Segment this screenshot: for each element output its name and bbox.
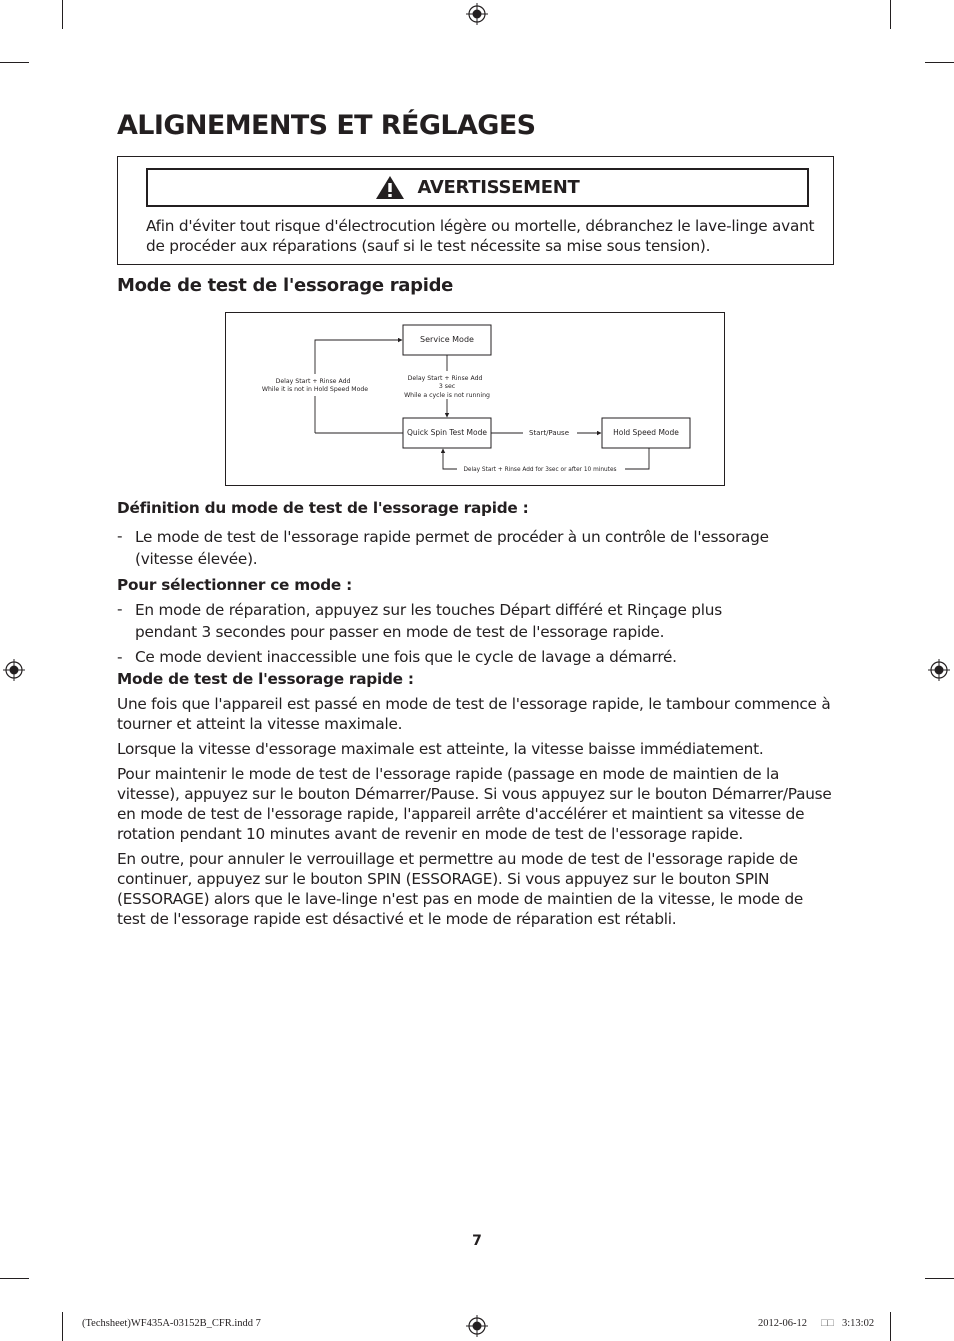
page-number: 7 <box>472 1233 482 1249</box>
quick-spin-flow-diagram <box>225 312 725 486</box>
mode-heading: Mode de test de l'essorage rapide : <box>117 670 414 688</box>
crop-mark <box>62 0 63 29</box>
service-mode-label: Service Mode <box>420 335 474 344</box>
crop-mark <box>890 0 891 29</box>
paragraph: Lorsque la vitesse d'essorage maximale est atteinte, la vitesse baisse immédiatement. <box>117 740 764 758</box>
registration-mark-icon <box>928 659 950 681</box>
crop-mark <box>890 1312 891 1341</box>
definition-item: - Le mode de test de l'essorage rapide permet de procéder à un contrôle de l'essorage (vitesse élevée). <box>117 526 839 570</box>
footer-date: 2012-06-12 <box>758 1318 807 1329</box>
page-title: ALIGNEMENTS ET RÉGLAGES <box>117 110 536 141</box>
warning-label: AVERTISSEMENT <box>417 177 580 198</box>
crop-mark <box>0 1278 29 1279</box>
paragraph: Pour maintenir le mode de test de l'essorage rapide (passage en mode de maintien de la vitesse), appuyez sur le bouton Démarrer/Pause. Si vous appuyez sur le bouton Démarrer/Pause en mode de test de l'essorage rapide, l'appareil arrête d'accélérer et maintient sa vitesse de rotation pendant 10 minutes avant de revenir en mode de test de l'essorage rapide. <box>117 765 832 843</box>
warning-triangle-icon <box>375 175 405 200</box>
center-condition-line2: 3 sec <box>438 383 456 390</box>
footer-file-name: (Techsheet)WF435A-03152B_CFR.indd 7 <box>82 1318 261 1329</box>
select-heading: Pour sélectionner ce mode : <box>117 576 352 594</box>
center-condition-line3: While a cycle is not running <box>404 392 490 399</box>
warning-text: Afin d'éviter tout risque d'électrocution légère ou mortelle, débranchez le lave-linge avant de procéder aux réparations (sauf si le test nécessite sa mise sous tension). <box>146 217 815 255</box>
bottom-condition-label: Delay Start + Rinse Add for 3sec or after 10 minutes <box>463 467 617 473</box>
start-pause-label: Start/Pause <box>528 429 570 437</box>
paragraph: En outre, pour annuler le verrouillage et permettre au mode de test de l'essorage rapide de continuer, appuyez sur le bouton SPIN (ESSORAGE). Si vous appuyez sur le bouton SPIN (ESSORAGE) alors que le lave-linge n'est pas en mode de maintien de la vitesse, le mode de test de l'essorage rapide est désactivé et le mode de réparation est rétabli. <box>117 850 804 928</box>
crop-mark <box>925 62 954 63</box>
footer-time-marker: □□ <box>821 1318 834 1329</box>
left-condition-line2: While it is not in Hold Speed Mode <box>261 386 369 393</box>
paragraph: Une fois que l'appareil est passé en mode de test de l'essorage rapide, le tambour commence à tourner et atteint la vitesse maximale. <box>117 695 831 733</box>
section-heading: Mode de test de l'essorage rapide <box>117 275 454 296</box>
warning-box <box>117 156 834 265</box>
main-content <box>117 498 839 929</box>
registration-mark-icon <box>3 659 25 681</box>
crop-mark <box>0 62 29 63</box>
left-condition-line1: Delay Start + Rinse Add <box>275 378 351 385</box>
select-item2-text: Ce mode devient inaccessible une fois que le cycle de lavage a démarré. <box>135 648 677 666</box>
warning-banner <box>146 168 809 207</box>
footer-time: 3:13:02 <box>842 1318 875 1329</box>
hold-speed-label: Hold Speed Mode <box>613 428 679 437</box>
crop-mark <box>925 1278 954 1279</box>
registration-mark-icon <box>466 3 488 25</box>
crop-mark <box>62 1312 63 1341</box>
quick-spin-label: Quick Spin Test Mode <box>407 428 487 437</box>
definition-item-text: Le mode de test de l'essorage rapide permet de procéder à un contrôle de l'essorage (vitesse élevée). <box>135 528 769 568</box>
definition-heading: Définition du mode de test de l'essorage rapide : <box>117 499 529 517</box>
select-item: - Ce mode devient inaccessible une fois que le cycle de lavage a démarré. <box>117 647 839 667</box>
center-condition-line1: Delay Start + Rinse Add <box>407 375 483 382</box>
select-item1-text: En mode de réparation, appuyez sur les touches Départ différé et Rinçage plus pendant 3 secondes pour passer en mode de test de l'essorage rapide. <box>135 601 722 641</box>
select-item: - En mode de réparation, appuyez sur les touches Départ différé et Rinçage plus pendant 3 secondes pour passer en mode de test de l'essorage rapide. <box>117 599 839 643</box>
registration-mark-icon <box>466 1315 488 1337</box>
